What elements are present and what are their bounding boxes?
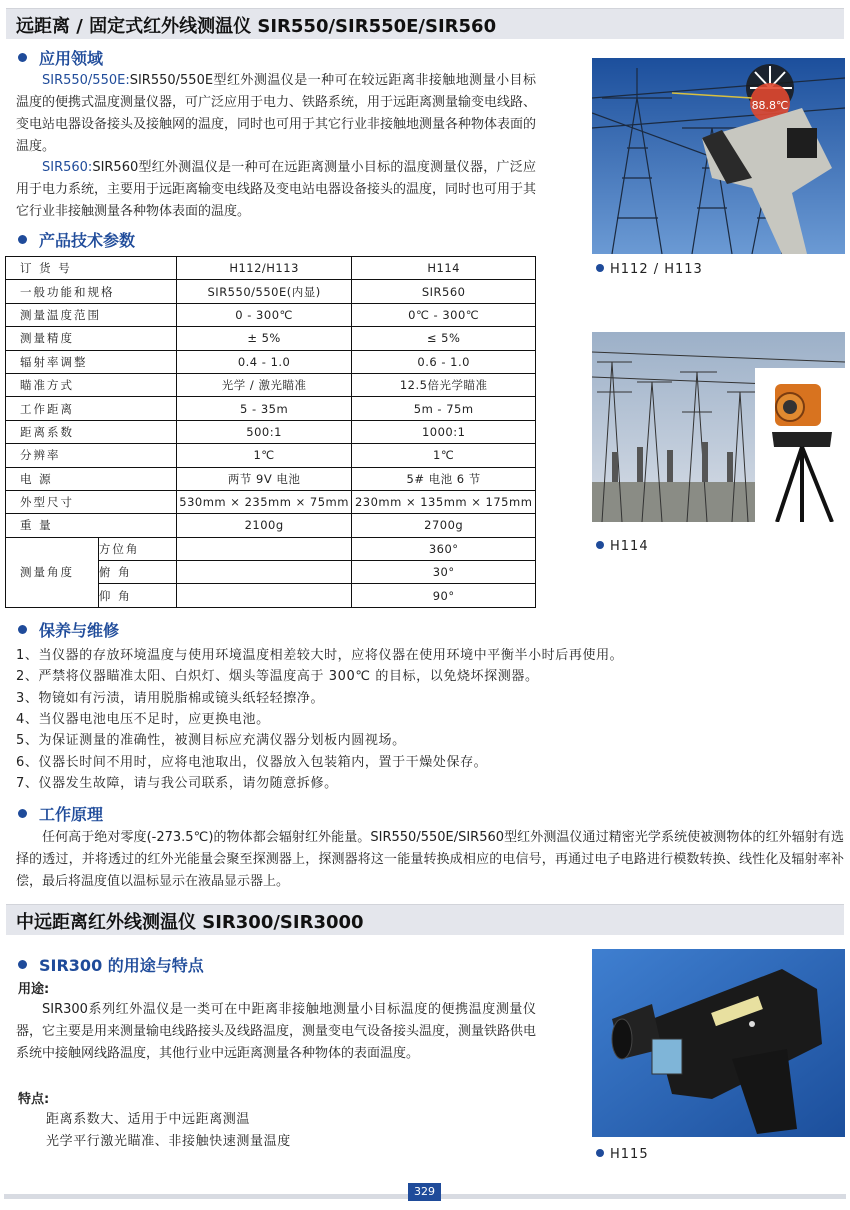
angle-row xyxy=(6,537,536,560)
section-title: 远距离 / 固定式红外线测温仪 SIR550/SIR550E/SIR560 xyxy=(16,16,497,37)
spec-row xyxy=(6,514,536,537)
bullet-icon xyxy=(18,809,27,818)
maintenance-item: 1、当仪器的存放环境温度与使用环境温度相差较大时，应将仪器在使用环境中平衡半小时后再使用。 xyxy=(16,648,624,663)
bullet-icon xyxy=(18,235,27,244)
feature-item: 光学平行激光瞄准、非接触快速测量温度 xyxy=(46,1134,291,1149)
spec-row xyxy=(6,490,536,513)
spec-value: ≤ 5% xyxy=(352,327,536,350)
spec-value: 1000:1 xyxy=(352,420,536,443)
spec-row xyxy=(6,444,536,467)
feature-heading: SIR300 的用途与特点 xyxy=(18,953,204,976)
maintenance-item: 2、严禁将仪器瞄准太阳、白炽灯、烟头等温度高于 300℃ 的目标，以免烧坏探测器。 xyxy=(16,669,539,685)
spec-label: 订 货 号 xyxy=(6,257,177,280)
angle-value xyxy=(176,537,351,560)
spec-row xyxy=(6,397,536,420)
spec-label: 测量温度范围 xyxy=(6,303,177,326)
spec-label: 重 量 xyxy=(6,514,177,537)
product-photo-h114 xyxy=(592,332,845,522)
maintenance-item: 5、为保证测量的准确性，被测目标应充满仪器分划板内圆视场。 xyxy=(16,733,406,749)
angle-value: 30° xyxy=(352,561,536,584)
spec-value: H114 xyxy=(352,257,536,280)
section-title-2: 中远距离红外线测温仪 SIR300/SIR3000 xyxy=(16,912,364,933)
bullet-icon xyxy=(596,1149,604,1157)
principle-para: 任何高于绝对零度(-273.5℃)的物体都会辐射红外能量。SIR550/550E/SIR560型红外测温仪通过精密光学系统使被测物体的红外辐射有选择的透过，并将透过的红外光能量会聚至探测器上，探测器将这一能量转换成相应的电信号，再通过电子电路进行模数转换、线性化及辐射率补偿，最后将温度值以温标显示在液晶显示器上。 xyxy=(16,830,844,889)
spec-value: 530mm × 235mm × 75mm xyxy=(176,490,351,513)
spec-row xyxy=(6,303,536,326)
spec-value: 230mm × 135mm × 175mm xyxy=(352,490,536,513)
spec-value: 1℃ xyxy=(176,444,351,467)
photo-caption-h114: H114 xyxy=(596,539,649,554)
spec-value: 1℃ xyxy=(352,444,536,467)
spec-row xyxy=(6,280,536,303)
section-title-bar-2 xyxy=(6,904,844,935)
spec-value: 0℃ - 300℃ xyxy=(352,303,536,326)
application-para-2: SIR560:SIR560型红外测温仪是一种可在远距离测量小目标的温度测量仪器，广泛应用于电力系统，主要用于远距离输变电线路及变电站电器设备接头的温度，同时也可用于其它行业非接触测量各种物体表面的温度。 xyxy=(16,160,537,219)
spec-label: 外型尺寸 xyxy=(6,490,177,513)
product-photo-h112 xyxy=(592,58,845,254)
spec-value: ± 5% xyxy=(176,327,351,350)
angle-label: 方位角 xyxy=(98,537,176,560)
spec-label: 分辨率 xyxy=(6,444,177,467)
spec-value: 0.4 - 1.0 xyxy=(176,350,351,373)
spec-value: 0 - 300℃ xyxy=(176,303,351,326)
spec-value: 两节 9V 电池 xyxy=(176,467,351,490)
spec-value: 光学 / 激光瞄准 xyxy=(176,373,351,396)
use-label: 用途: xyxy=(18,982,50,997)
angle-value xyxy=(176,584,351,607)
feature-label: 特点: xyxy=(18,1092,50,1107)
principle-heading: 工作原理 xyxy=(18,802,103,825)
spec-heading: 产品技术参数 xyxy=(18,228,135,251)
feature-item: 距离系数大、适用于中远距离测温 xyxy=(46,1112,251,1127)
bullet-icon xyxy=(18,960,27,969)
spec-value: 2700g xyxy=(352,514,536,537)
spec-row xyxy=(6,257,536,280)
spec-value: 0.6 - 1.0 xyxy=(352,350,536,373)
maintenance-item: 4、当仪器电池电压不足时，应更换电池。 xyxy=(16,711,270,727)
spec-label: 距离系数 xyxy=(6,420,177,443)
spec-value: 5 - 35m xyxy=(176,397,351,420)
angle-label: 仰 角 xyxy=(98,584,176,607)
photo-reading-text: 88.8℃ xyxy=(751,99,789,112)
angle-value xyxy=(176,561,351,584)
spec-value: SIR550/550E(内显) xyxy=(176,280,351,303)
spec-value: 500:1 xyxy=(176,420,351,443)
product-photo-h115 xyxy=(592,949,845,1137)
spec-value: SIR560 xyxy=(352,280,536,303)
angle-value: 360° xyxy=(352,537,536,560)
section-title-bar xyxy=(6,8,844,39)
spec-value: 5m - 75m xyxy=(352,397,536,420)
spec-row xyxy=(6,420,536,443)
spec-value: 2100g xyxy=(176,514,351,537)
application-heading: 应用领域 xyxy=(18,46,103,69)
bullet-icon xyxy=(18,53,27,62)
spec-row xyxy=(6,350,536,373)
spec-label: 一般功能和规格 xyxy=(6,280,177,303)
spec-row xyxy=(6,327,536,350)
spec-table xyxy=(5,256,536,608)
maintenance-heading: 保养与维修 xyxy=(18,618,119,641)
spec-label: 电 源 xyxy=(6,467,177,490)
angle-value: 90° xyxy=(352,584,536,607)
application-para-1: SIR550/550E:SIR550/550E型红外测温仪是一种可在较远距离非接触地测量小目标温度的便携式温度测量仪器，可广泛应用于电力、铁路系统，用于远距离测量输变电线路、变电站电器设备接头及接触网的温度，同时也可用于其它行业非接触地测量各种物体表面的温度。 xyxy=(16,73,537,154)
maintenance-item: 3、物镜如有污渍，请用脱脂棉或镜头纸轻轻擦净。 xyxy=(16,690,325,706)
page-number: 329 xyxy=(408,1183,441,1201)
bullet-icon xyxy=(596,264,604,272)
bullet-icon xyxy=(596,541,604,549)
spec-value: 12.5倍光学瞄准 xyxy=(352,373,536,396)
use-para: SIR300系列红外温仪是一类可在中距离非接触地测量小目标温度的便携温度测量仪器，它主要是用来测量输电线路接头及线路温度，测量变电气设备接头温度，测量铁路供电系统中接触网线路温度，其他行业中远距离测量各种物体的表面温度。 xyxy=(16,1002,537,1061)
angle-label: 俯 角 xyxy=(98,561,176,584)
spec-value: 5# 电池 6 节 xyxy=(352,467,536,490)
spec-value: H112/H113 xyxy=(176,257,351,280)
maintenance-item: 7、仪器发生故障，请与我公司联系，请勿随意拆修。 xyxy=(16,775,338,791)
spec-row xyxy=(6,467,536,490)
photo-caption-h115: H115 xyxy=(596,1147,649,1162)
spec-label: 辐射率调整 xyxy=(6,350,177,373)
photo-caption-h112: H112 / H113 xyxy=(596,262,703,277)
spec-label: 工作距离 xyxy=(6,397,177,420)
angle-group-label: 测量角度 xyxy=(6,537,99,607)
maintenance-item: 6、仪器长时间不用时，应将电池取出，仪器放入包装箱内，置于干燥处保存。 xyxy=(16,754,488,770)
spec-label: 测量精度 xyxy=(6,327,177,350)
bullet-icon xyxy=(18,625,27,634)
spec-row xyxy=(6,373,536,396)
spec-label: 瞄准方式 xyxy=(6,373,177,396)
